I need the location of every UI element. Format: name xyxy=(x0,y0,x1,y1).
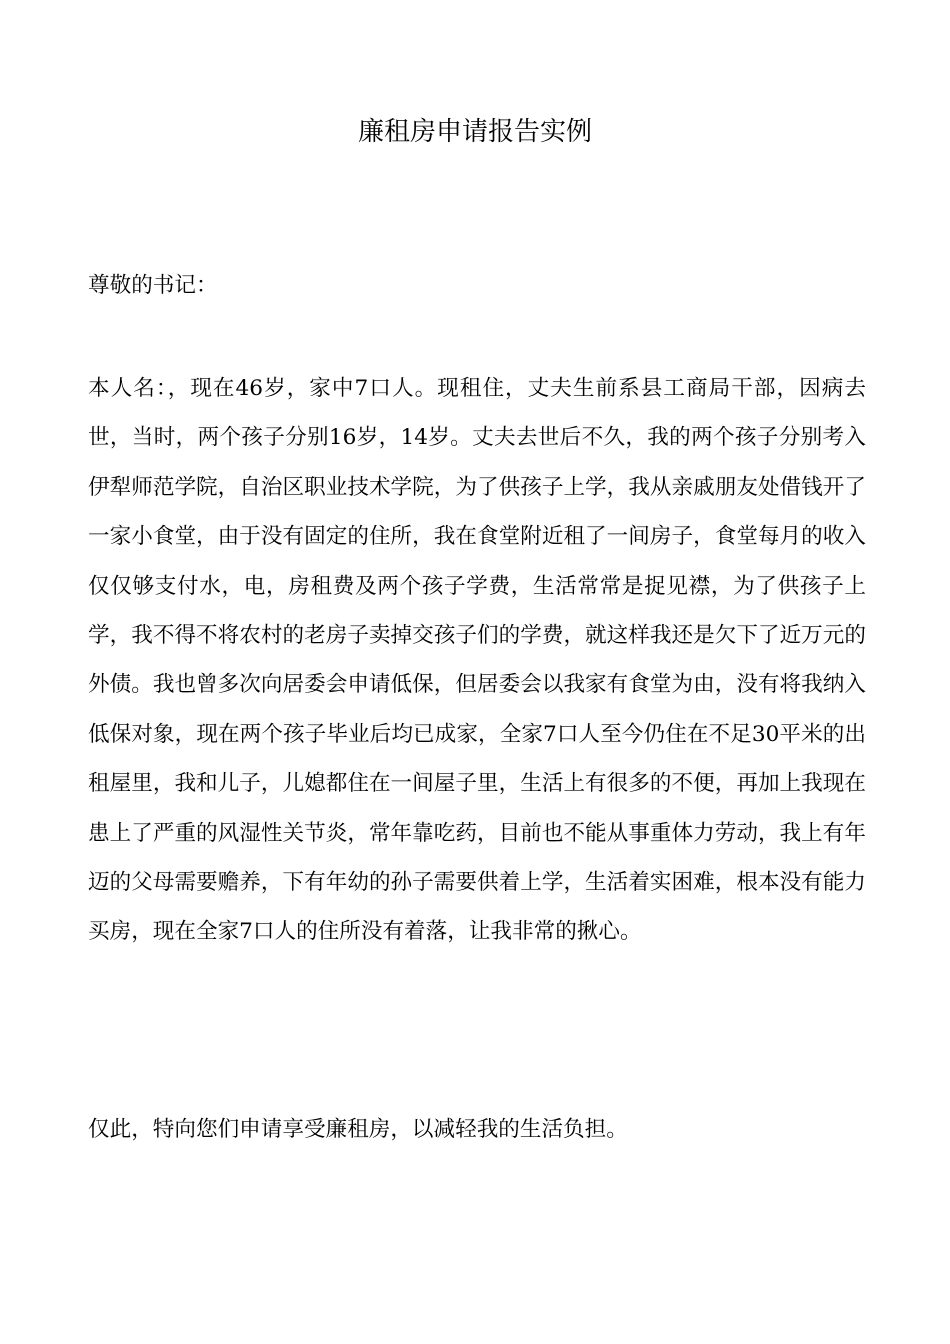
closing-line: 仅此，特向您们申请享受廉租房，以减轻我的生活负担。 xyxy=(88,1117,628,1142)
body-paragraph: 本人名：，现在46岁，家中7口人。现租住，丈夫生前系县工商局干部，因病去世，当时，两个孩子分别16岁，14岁。丈夫去世后不久，我的两个孩子分别考入伊犁师范学院，自治区职业技术学院，为了供孩子上学，我从亲戚朋友处借钱开了一家小食堂，由于没有固定的住所，我在食堂附近租了一间房子，食堂每月的收入仅仅够支付水，电，房租费及两个孩子学费，生活常常是捉见襟，为了供孩子上学，我不得不将农村的老房子卖掉交孩子们的学费，就这样我还是欠下了近万元的外债。我也曾多次向居委会申请低保，但居委会以我家有食堂为由，没有将我纳入低保对象，现在两个孩子毕业后均已成家，全家7口人至今仍住在不足30平米的出租屋里，我和儿子，儿媳都住在一间屋子里，生活上有很多的不便，再加上我现在患上了严重的风湿性关节炎，常年靠吃药，目前也不能从事重体力劳动，我上有年迈的父母需要赡养，下有年幼的孙子需要供着上学，生活着实困难，根本没有能力买房，现在全家7口人的住所没有着落，让我非常的揪心。 xyxy=(88,376,866,945)
document-title: 廉租房申请报告实例 xyxy=(357,117,592,147)
salutation: 尊敬的书记： xyxy=(88,273,218,298)
